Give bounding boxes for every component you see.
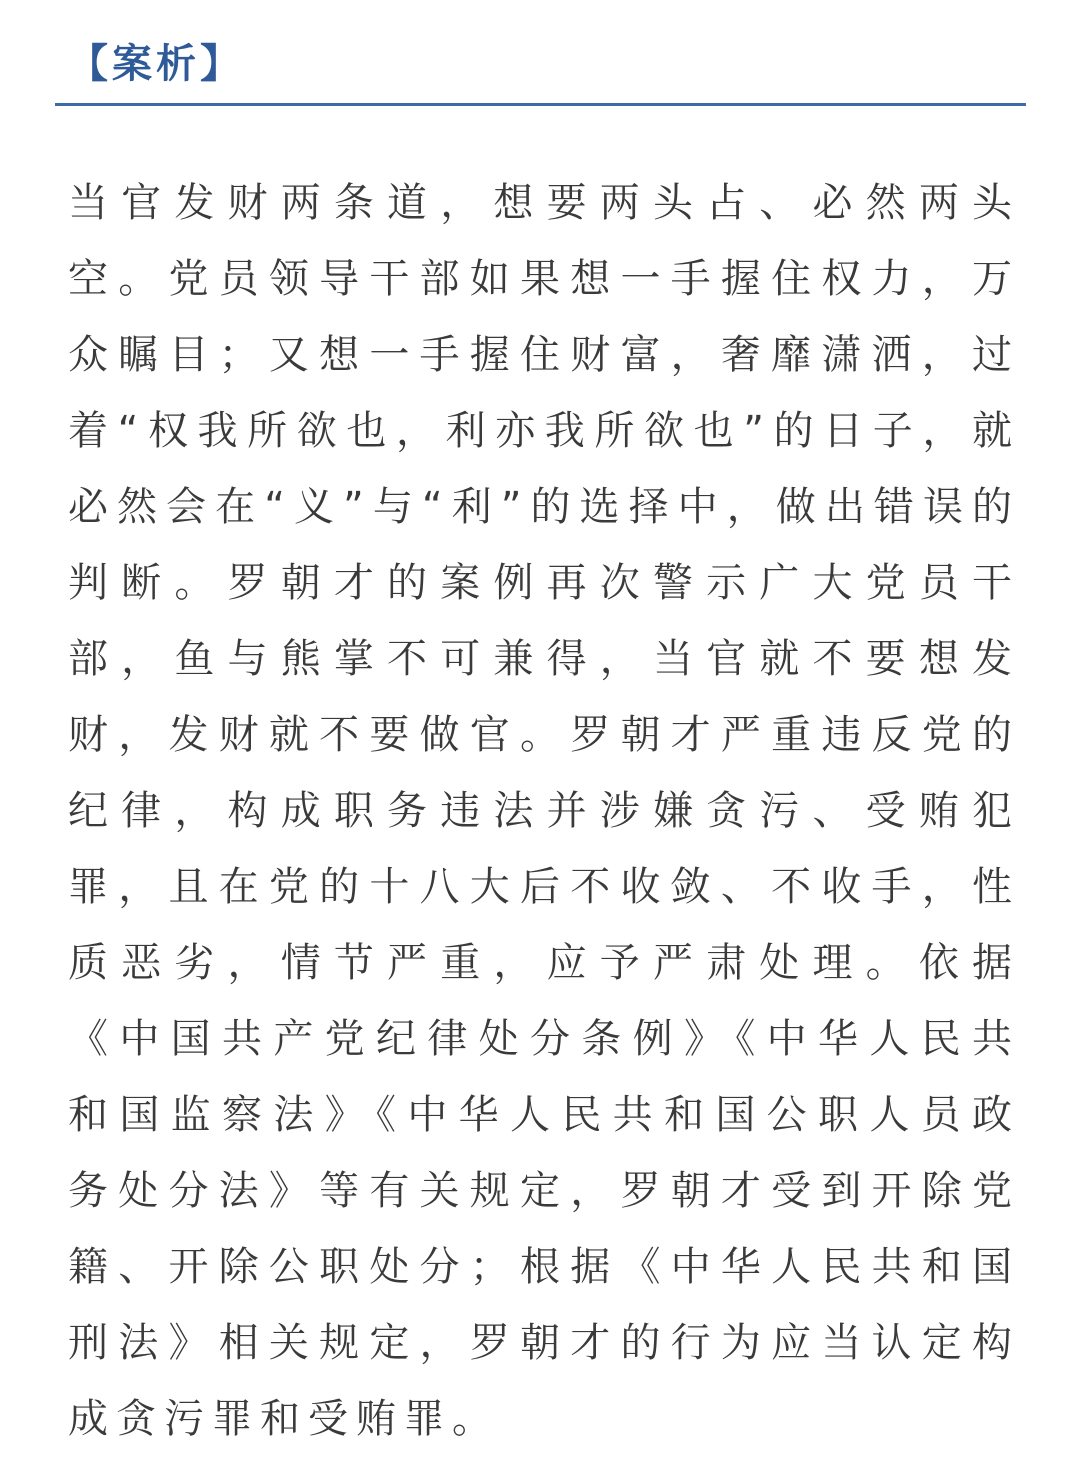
article-line: 质恶劣，情节严重，应予严肃处理。依据 <box>68 940 1012 986</box>
article-line: 部，鱼与熊掌不可兼得，当官就不要想发 <box>68 636 1012 682</box>
article-line: 着“权我所欲也，利亦我所欲也”的日子，就 <box>68 408 1012 454</box>
article-line: 空。党员领导干部如果想一手握住权力，万 <box>68 256 1012 302</box>
article-line: 罪，且在党的十八大后不收敛、不收手，性 <box>68 864 1012 910</box>
article-line: 纪律，构成职务违法并涉嫌贪污、受贿犯 <box>68 788 1012 834</box>
article-line: 必然会在“义”与“利”的选择中，做出错误的 <box>68 484 1012 530</box>
article-line: 《中国共产党纪律处分条例》《中华人民共 <box>68 1016 1012 1062</box>
article-line: 判断。罗朝才的案例再次警示广大党员干 <box>68 560 1012 606</box>
section-title: 【案析】 <box>68 41 244 87</box>
article-line: 和国监察法》《中华人民共和国公职人员政 <box>68 1092 1012 1138</box>
article-line: 籍、开除公职处分；根据《中华人民共和国 <box>68 1244 1012 1290</box>
header-divider <box>55 103 1026 106</box>
article-line: 众瞩目；又想一手握住财富，奢靡潇洒，过 <box>68 332 1012 378</box>
article-line: 当官发财两条道，想要两头占、必然两头 <box>68 180 1012 226</box>
article-line: 刑法》相关规定，罗朝才的行为应当认定构 <box>68 1320 1012 1366</box>
article-line: 成贪污罪和受贿罪。 <box>68 1396 500 1442</box>
article-line: 务处分法》等有关规定，罗朝才受到开除党 <box>68 1168 1012 1214</box>
article-body <box>68 165 1012 1457</box>
article-line: 财，发财就不要做官。罗朝才严重违反党的 <box>68 712 1012 758</box>
